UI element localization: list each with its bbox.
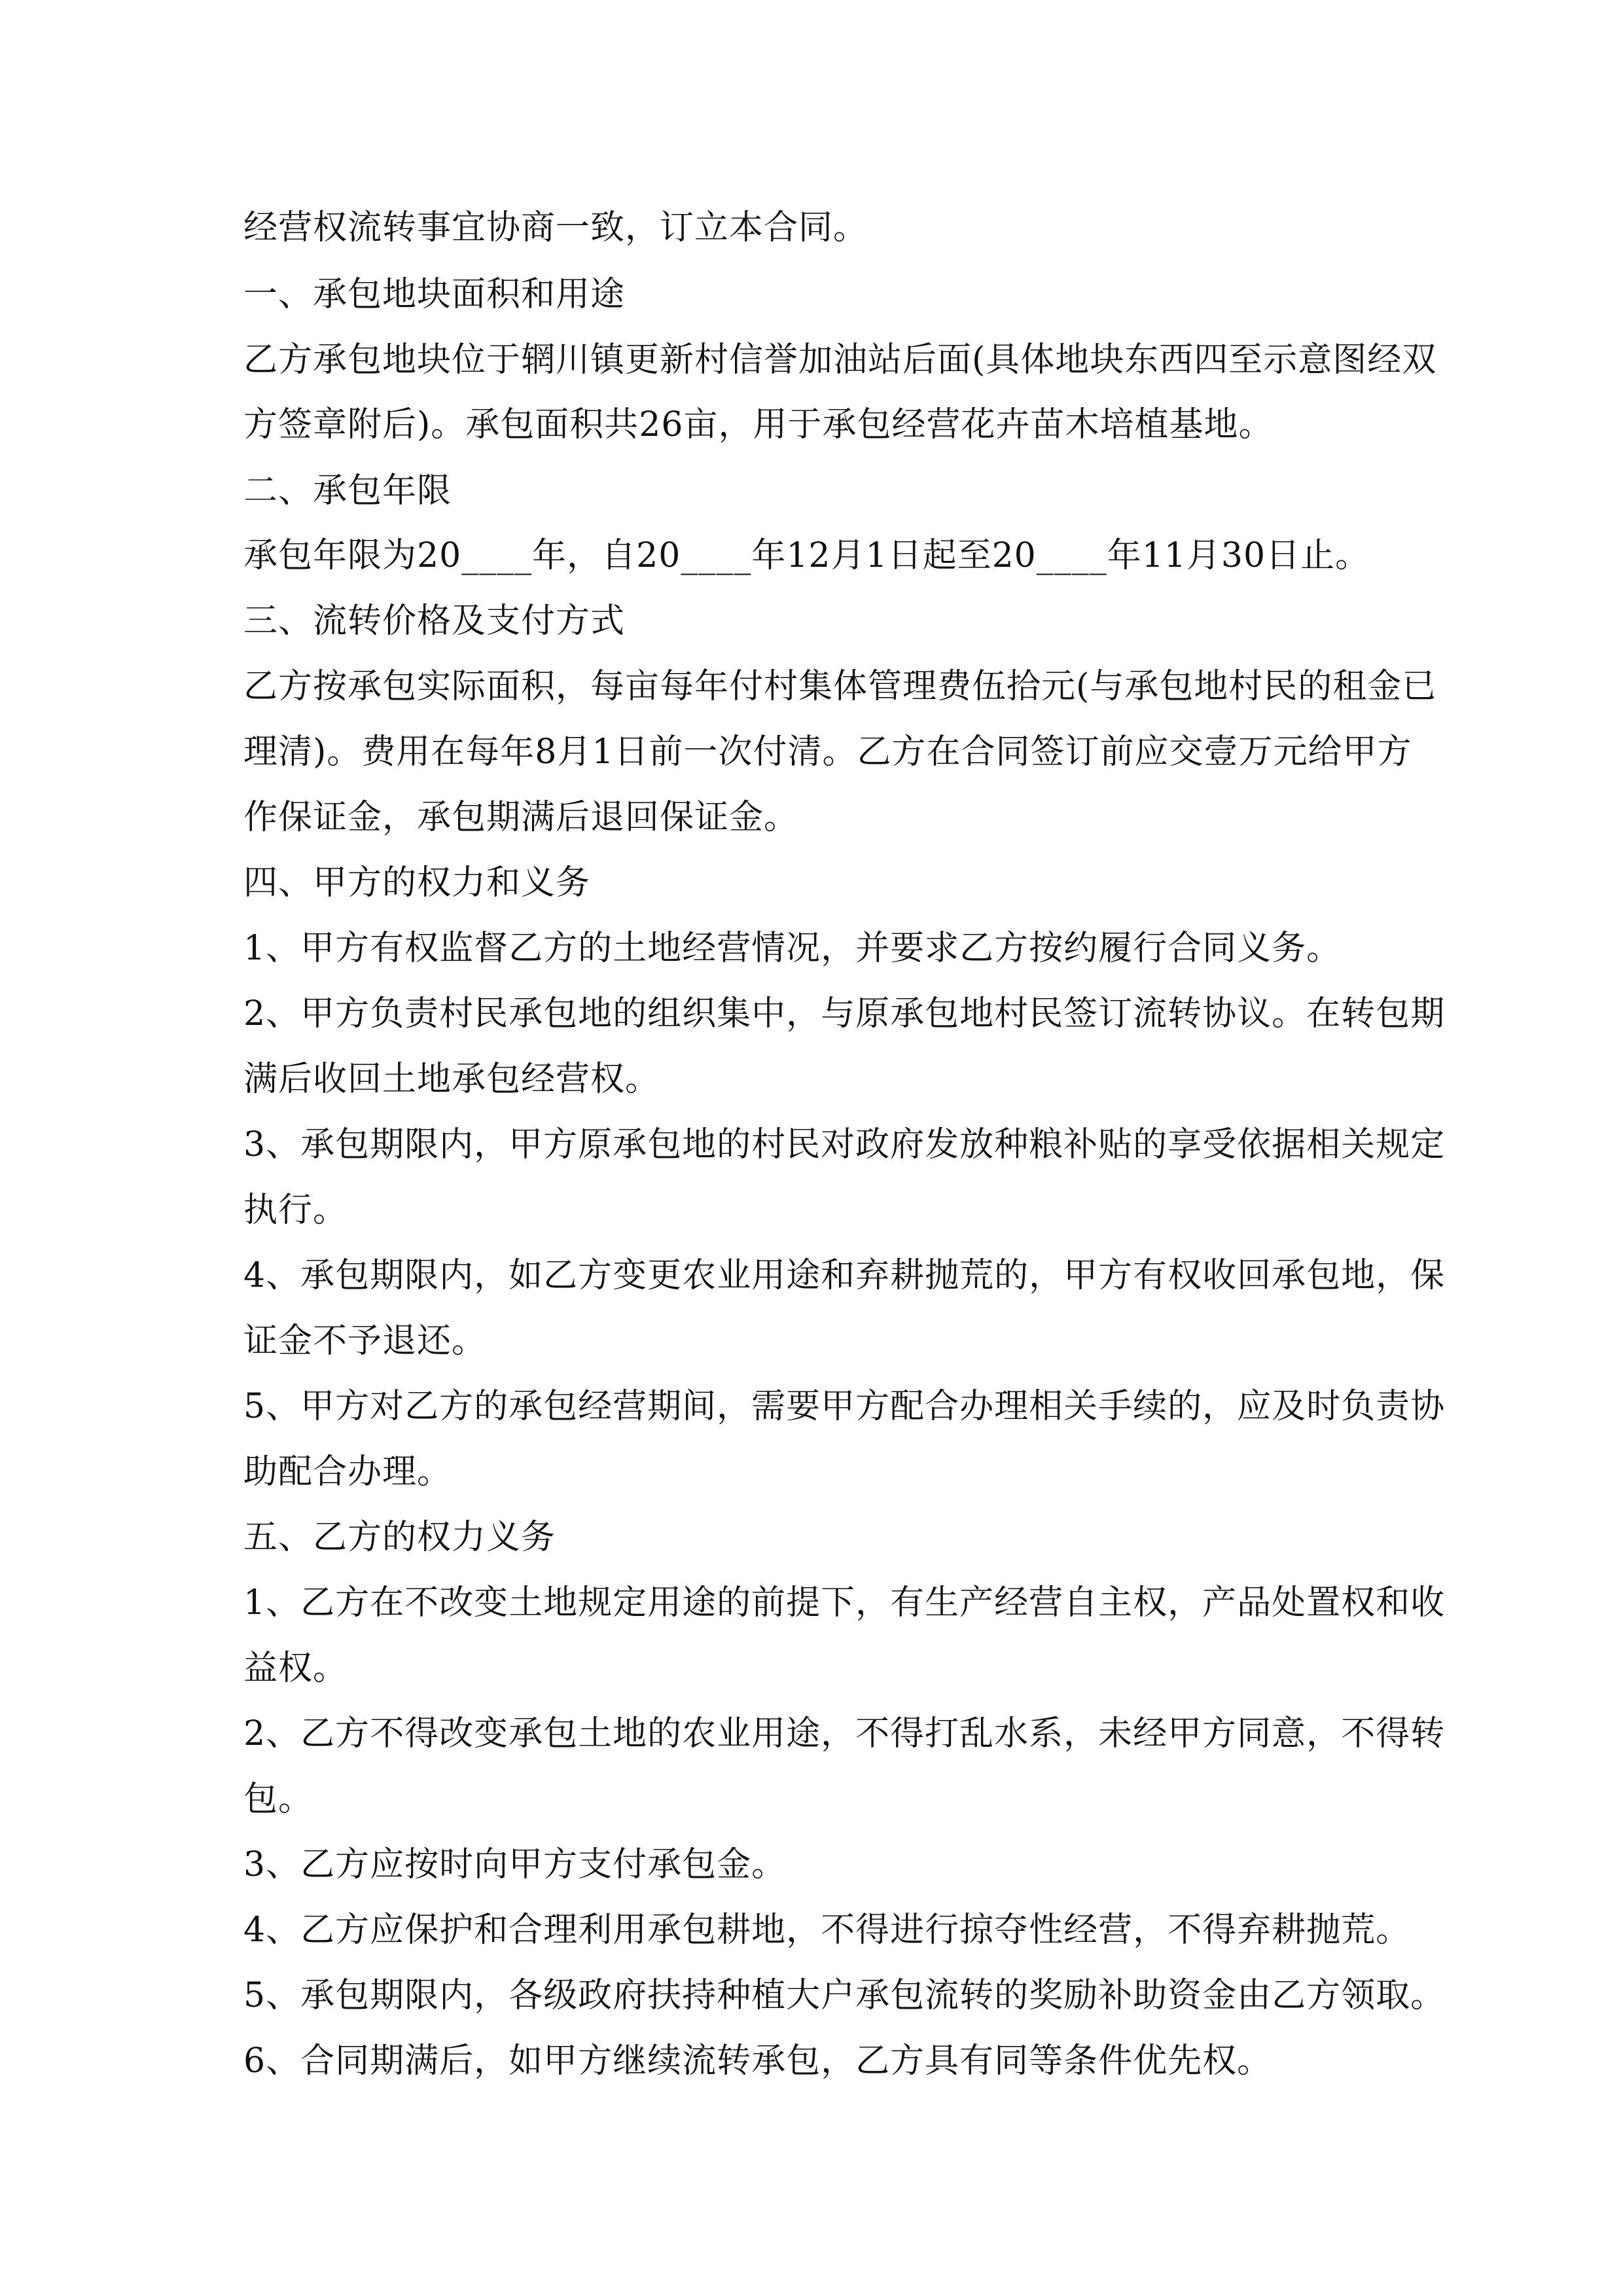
text-line: 3、乙方应按时向甲方支付承包金。 — [243, 1845, 787, 1884]
text-line: 乙方按承包实际面积，每亩每年付村集体管理费伍拾元(与承包地村民的租金已 — [243, 667, 1437, 706]
text-line: 1、甲方有权监督乙方的土地经营情况，并要求乙方按约履行合同义务。 — [243, 929, 1342, 968]
text-line: 满后收回土地承包经营权。 — [243, 1060, 660, 1099]
section-heading: 四、甲方的权力和义务 — [243, 863, 591, 903]
section-heading: 五、乙方的权力义务 — [243, 1518, 556, 1557]
text-line: 4、乙方应保护和合理利用承包耕地，不得进行掠夺性经营，不得弃耕抛荒。 — [243, 1910, 1411, 1950]
text-line: 益权。 — [243, 1649, 348, 1688]
text-line: 5、承包期限内，各级政府扶持种植大户承包流转的奖励补助资金由乙方领取。 — [243, 1976, 1446, 2015]
text-line: 经营权流转事宜协商一致，订立本合同。 — [243, 208, 868, 247]
text-line: 理清)。费用在每年8月1日前一次付清。乙方在合同签订前应交壹万元给甲方 — [243, 732, 1412, 772]
text-line: 证金不予退还。 — [243, 1321, 487, 1361]
text-line: 承包年限为20____年，自20____年12月1日起至20____年11月30日止。 — [243, 536, 1370, 575]
text-line: 6、合同期满后，如甲方继续流转承包，乙方具有同等条件优先权。 — [243, 2041, 1272, 2081]
section-heading: 二、承包年限 — [243, 471, 452, 511]
text-line: 乙方承包地块位于辋川镇更新村信誉加油站后面(具体地块东西四至示意图经双 — [243, 340, 1437, 380]
text-line: 4、承包期限内，如乙方变更农业用途和弃耕抛荒的，甲方有权收回承包地，保 — [243, 1256, 1446, 1295]
text-line: 执行。 — [243, 1191, 348, 1230]
text-line: 1、乙方在不改变土地规定用途的前提下，有生产经营自主权，产品处置权和收 — [243, 1583, 1446, 1623]
text-line: 2、甲方负责村民承包地的组织集中，与原承包地村民签订流转协议。在转包期 — [243, 994, 1446, 1033]
text-line: 3、承包期限内，甲方原承包地的村民对政府发放种粮补贴的享受依据相关规定 — [243, 1125, 1446, 1164]
section-heading: 三、流转价格及支付方式 — [243, 601, 626, 641]
section-heading: 一、承包地块面积和用途 — [243, 275, 626, 314]
text-line: 助配合办理。 — [243, 1452, 452, 1492]
text-line: 包。 — [243, 1780, 313, 1819]
text-line: 5、甲方对乙方的承包经营期间，需要甲方配合办理相关手续的，应及时负责协 — [243, 1387, 1446, 1426]
text-line: 方签章附后)。承包面积共26亩，用于承包经营花卉苗木培植基地。 — [243, 405, 1274, 444]
text-line: 2、乙方不得改变承包土地的农业用途，不得打乱水系，未经甲方同意，不得转 — [243, 1714, 1446, 1753]
text-line: 作保证金，承包期满后退回保证金。 — [243, 798, 799, 837]
